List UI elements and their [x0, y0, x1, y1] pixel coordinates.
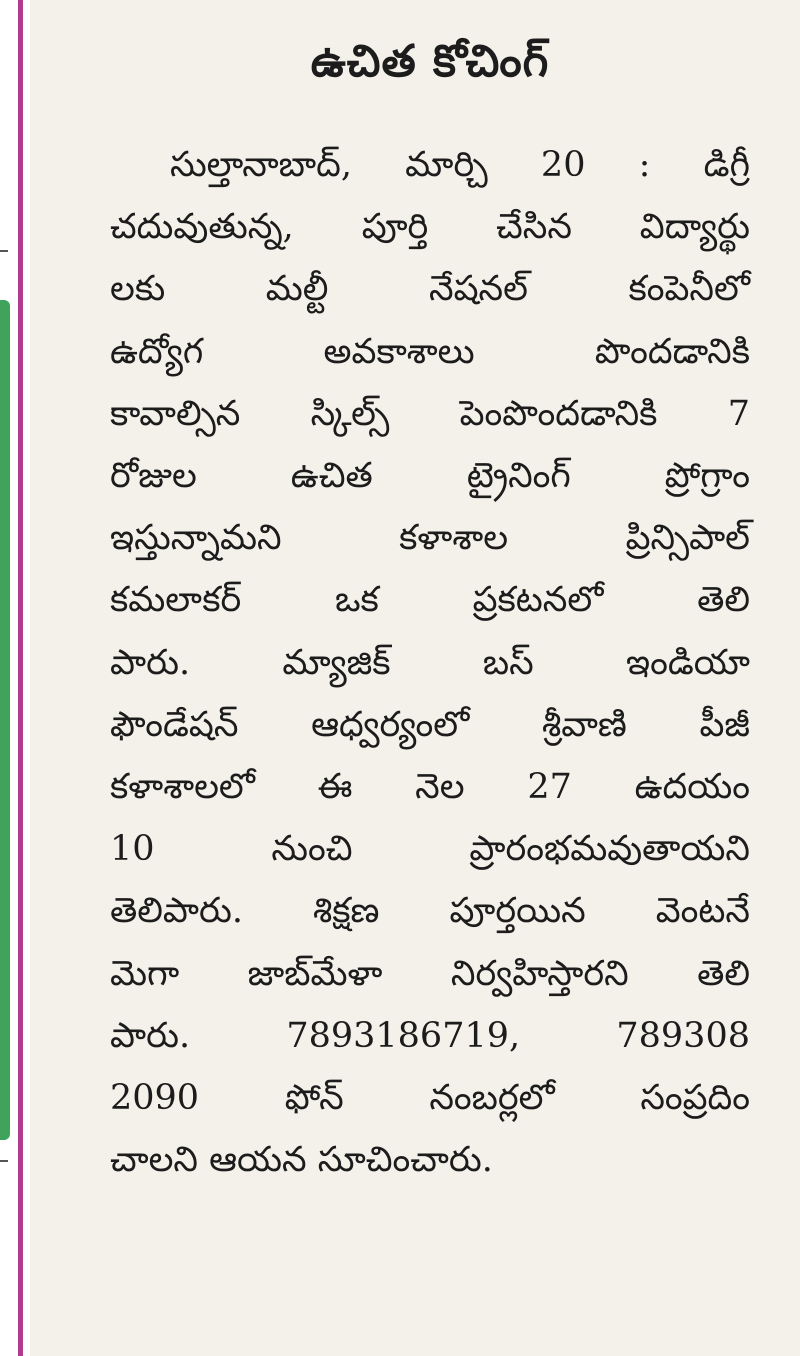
article-line: కమలాకర్ ఒక ప్రకటనలో తెలి: [110, 580, 750, 621]
article-line: చాలని ఆయన సూచించారు.: [110, 1140, 493, 1181]
article-line: తెలిపారు. శిక్షణ పూర్తయిన వెంటనే: [110, 891, 750, 932]
article-line: ఇస్తున్నామని కళాశాల ప్రిన్సిపాల్: [110, 518, 750, 559]
article-line: కళాశాలలో ఈ నెల 27 ఉదయం: [110, 767, 750, 808]
adjacent-column-edge: [0, 0, 30, 1356]
article-line: సుల్తానాబాద్, మార్చి 20 : డిగ్రీ: [170, 145, 750, 185]
article-line: పారు. మ్యాజిక్ బస్ ఇండియా: [110, 642, 750, 683]
article-headline: ఉచిత కోచింగ్: [310, 36, 550, 87]
article-line: లకు మల్టీ నేషనల్ కంపెనీలో: [110, 269, 750, 310]
article-line: 10 నుంచి ప్రారంభమవుతాయని: [110, 829, 750, 870]
article-line: రోజుల ఉచిత ట్రైనింగ్ ప్రోగ్రాం: [110, 456, 750, 497]
article-line: పారు. 7893186719, 789308: [110, 1015, 750, 1056]
article-line: ఫౌండేషన్ ఆధ్వర్యంలో శ్రీవాణి పీజీ: [110, 704, 750, 745]
column-tick-mark: [0, 1160, 8, 1162]
news-article: [110, 20, 750, 1191]
article-body: [110, 134, 750, 1191]
article-line: చదువుతున్న, పూర్తి చేసిన విద్యార్థు: [110, 207, 750, 248]
column-tick-mark: [0, 250, 8, 252]
article-line: మెగా జాబ్‌మేళా నిర్వహిస్తారని తెలి: [110, 953, 750, 994]
article-line: ఉద్యోగ అవకాశాలు పొందడానికి: [110, 331, 750, 372]
article-line: 2090 ఫోన్ నంబర్లలో సంప్రదిం: [110, 1078, 750, 1119]
article-line: కావాల్సిన స్కిల్స్ పెంపొందడానికి 7: [110, 393, 750, 434]
column-rule-pink: [18, 0, 23, 1356]
column-rule-green: [0, 300, 10, 1140]
